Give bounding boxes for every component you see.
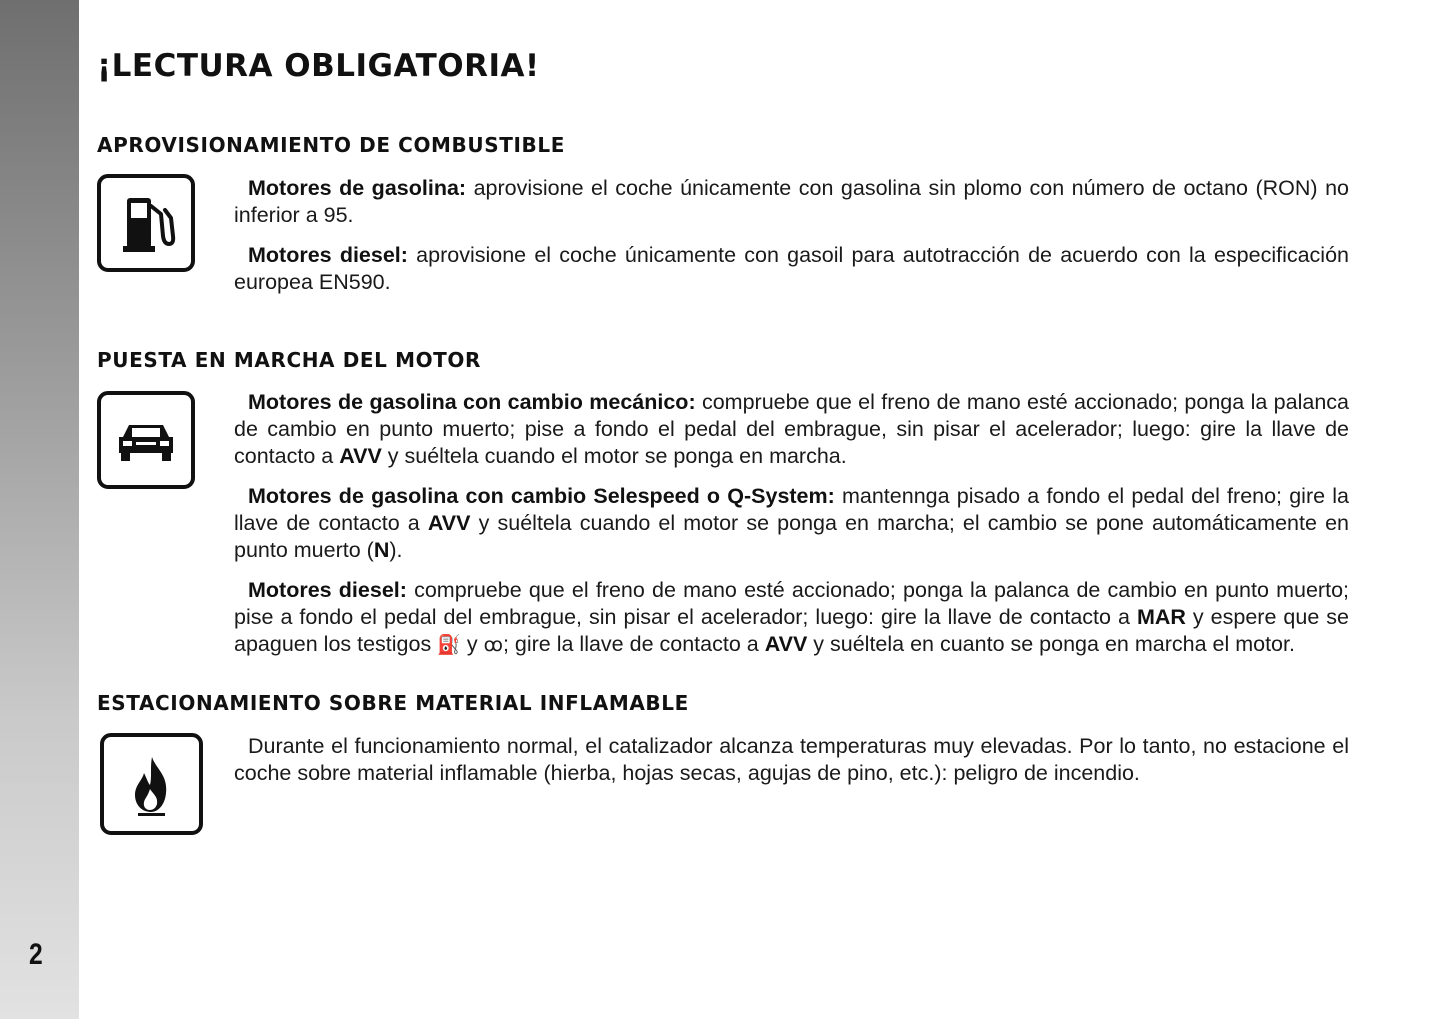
section-heading-fuel: APROVISIONAMIENTO DE COMBUSTIBLE bbox=[97, 133, 565, 157]
car-front-icon-box bbox=[97, 391, 195, 489]
parking-paragraph: Durante el funcionamiento normal, el catalizador alcanza temperaturas muy elevadas. Por lo tanto, no estacione el coche sobre material inflamable (hierba, hojas secas, agujas de pino, etc.): peligro de incendio. bbox=[234, 734, 1349, 785]
engine-paragraph-diesel: Motores diesel: compruebe que el freno de mano esté accionado; ponga la palanca de cambio en punto muerto; pise a fondo el pedal del embrague, sin pisar el acelerador; luego: gire la llave de contacto a MAR y espere que se apaguen los testigos ⛽ y ꝏ; gire la llave de contacto a AVV y suéltela en cuanto se ponga en marcha el motor. bbox=[234, 578, 1349, 656]
glow-plug-icon: ꝏ bbox=[483, 635, 503, 656]
engine-paragraph-selespeed: Motores de gasolina con cambio Selespeed o Q-System: mantennga pisado a fondo el pedal del freno; gire la llave de contacto a AVV y suéltela cuando el motor se ponga en marcha; el cambio se pone automáticamente en punto muerto (N). bbox=[234, 484, 1350, 562]
warning-light-icon: ⛽ bbox=[437, 635, 461, 656]
page-title: ¡LECTURA OBLIGATORIA! bbox=[97, 48, 540, 84]
page-edge-band bbox=[0, 0, 79, 1019]
flame-icon bbox=[104, 737, 199, 831]
engine-start-text bbox=[234, 389, 1349, 672]
page-number: 2 bbox=[29, 938, 43, 971]
section-heading-engine-start: PUESTA EN MARCHA DEL MOTOR bbox=[97, 348, 482, 372]
car-front-icon bbox=[101, 395, 191, 485]
section-heading-parking: ESTACIONAMIENTO SOBRE MATERIAL INFLAMABLE bbox=[97, 691, 689, 715]
fuel-paragraph-gasoline: Motores de gasolina: aprovisione el coche únicamente con gasolina sin plomo con número de octano (RON) no inferior a 95. bbox=[234, 176, 1349, 227]
fuel-pump-icon bbox=[101, 178, 191, 268]
fuel-text bbox=[234, 175, 1349, 309]
parking-text bbox=[234, 733, 1349, 800]
flame-icon-box bbox=[100, 733, 203, 835]
engine-paragraph-manual: Motores de gasolina con cambio mecánico: compruebe que el freno de mano esté accionado; ponga la palanca de cambio en punto muerto; pise a fondo el pedal del embrague, sin pisar el acelerador; luego: gire la llave de contacto a AVV y suéltela cuando el motor se ponga en marcha. bbox=[234, 390, 1349, 468]
fuel-paragraph-diesel: Motores diesel: aprovisione el coche únicamente con gasoil para autotracción de acuerdo con la especificación europea EN590. bbox=[234, 243, 1349, 294]
fuel-pump-icon-box bbox=[97, 174, 195, 272]
